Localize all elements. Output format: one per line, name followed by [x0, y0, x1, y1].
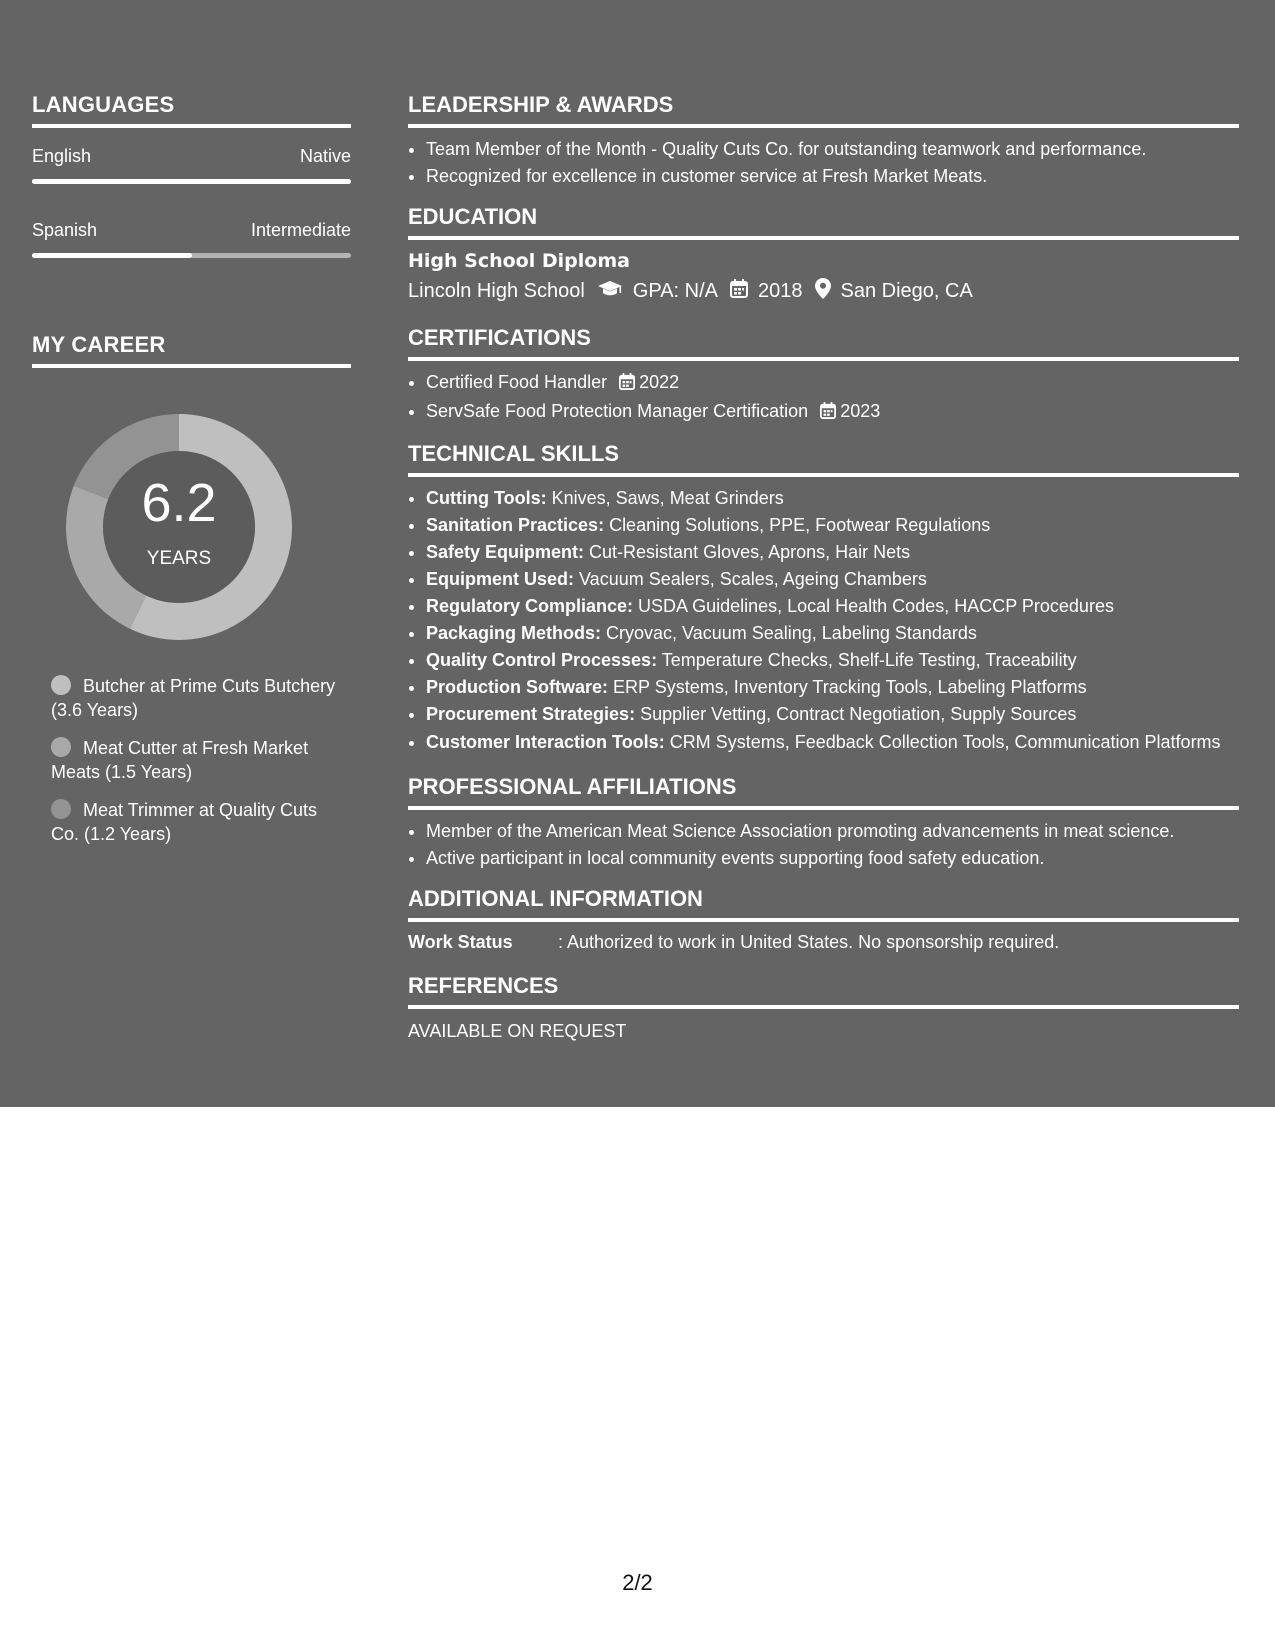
certification-name: ServSafe Food Protection Manager Certification [426, 401, 809, 421]
certification-year: 2023 [840, 401, 881, 421]
skill-item [426, 539, 1239, 566]
page-number: 2/2 [622, 1570, 653, 1595]
education-location: San Diego, CA [840, 280, 973, 302]
work-status-label: Work Status [408, 932, 513, 952]
skill-item [426, 728, 1239, 754]
skill-key: Sanitation Practices: [426, 515, 605, 535]
language-bar-fill [32, 253, 192, 258]
skill-item [426, 593, 1239, 620]
calendar-icon [820, 400, 836, 427]
skill-value: Cut-Resistant Gloves, Aprons, Hair Nets [584, 542, 911, 562]
additional-info-title: ADDITIONAL INFORMATION [408, 886, 1239, 922]
language-bar [32, 253, 351, 258]
map-pin-icon [815, 278, 831, 305]
skill-item [426, 647, 1239, 674]
technical-skills-section [408, 441, 1239, 754]
additional-info-section [408, 886, 1239, 953]
work-status-value: : Authorized to work in United States. No sponsorship required. [558, 932, 1060, 952]
skill-key: Safety Equipment: [426, 542, 585, 562]
skill-item [426, 512, 1239, 539]
list-item: • Recognized for excellence in customer service at Fresh Market Meats. [426, 163, 1239, 190]
certifications-title: CERTIFICATIONS [408, 325, 1239, 361]
career-total-unit: YEARS [146, 548, 212, 569]
education-gpa: GPA: N/A [632, 280, 718, 302]
calendar-icon [730, 279, 748, 304]
language-bar-fill [32, 179, 351, 184]
language-level: Native [299, 146, 351, 166]
career-donut-chart [66, 414, 292, 640]
graduation-cap-icon [597, 280, 623, 304]
skill-key: Quality Control Processes: [426, 650, 658, 670]
career-legend-label: Meat Cutter at Fresh Market Meats (1.5 Years) [51, 738, 309, 782]
language-bar [32, 179, 351, 184]
skill-item [426, 566, 1239, 593]
skill-value: CRM Systems, Feedback Collection Tools, Communication Platforms [664, 732, 1221, 752]
career-legend-item [51, 736, 341, 784]
leadership-title: LEADERSHIP & AWARDS [408, 92, 1239, 128]
legend-dot-icon [51, 737, 71, 757]
languages-section [32, 92, 351, 258]
skill-key: Procurement Strategies: [426, 704, 636, 724]
skill-item [426, 485, 1239, 512]
skill-value: USDA Guidelines, Local Health Codes, HACCP Procedures [633, 596, 1114, 616]
education-school: Lincoln High School [408, 280, 585, 302]
education-title: EDUCATION [408, 204, 1239, 240]
list-item [426, 369, 1239, 398]
career-legend-label: Butcher at Prime Cuts Butchery (3.6 Years) [51, 676, 336, 720]
skill-key: Regulatory Compliance: [426, 596, 634, 616]
skill-value: Knives, Saws, Meat Grinders [546, 488, 784, 508]
list-item [426, 398, 1239, 427]
references-text: AVAILABLE ON REQUEST [408, 1021, 627, 1041]
skill-value: ERP Systems, Inventory Tracking Tools, Labeling Platforms [608, 677, 1087, 697]
skill-key: Cutting Tools: [426, 488, 547, 508]
career-legend-item [51, 798, 341, 846]
skill-key: Production Software: [426, 677, 609, 697]
career-legend-label: Meat Trimmer at Quality Cuts Co. (1.2 Years) [51, 800, 318, 844]
list-item: • Team Member of the Month - Quality Cuts Co. for outstanding teamwork and performance. [426, 136, 1239, 163]
education-degree: High School Diploma [408, 250, 630, 272]
skill-value: Cryovac, Vacuum Sealing, Labeling Standards [601, 623, 977, 643]
calendar-icon [619, 371, 635, 398]
career-legend [51, 674, 341, 860]
leadership-section [408, 92, 1239, 190]
language-name: English [32, 146, 92, 166]
languages-title: LANGUAGES [32, 92, 351, 128]
career-section [32, 332, 351, 368]
skill-value: Supplier Vetting, Contract Negotiation, Supply Sources [635, 704, 1077, 724]
education-section [408, 204, 1239, 305]
legend-dot-icon [51, 675, 71, 695]
skill-item [426, 620, 1239, 647]
affiliations-section [408, 774, 1239, 872]
language-name: Spanish [32, 220, 98, 240]
certification-year: 2022 [639, 372, 680, 392]
education-year: 2018 [758, 280, 803, 302]
references-section [408, 973, 1239, 1042]
references-title: REFERENCES [408, 973, 1239, 1009]
legend-dot-icon [51, 799, 71, 819]
language-item [32, 146, 351, 184]
language-level: Intermediate [250, 220, 351, 240]
skill-item [426, 674, 1239, 701]
list-item: • Member of the American Meat Science Association promoting advancements in meat science. [426, 818, 1239, 845]
certification-name: Certified Food Handler [426, 372, 608, 392]
skill-item [426, 701, 1239, 728]
skill-key: Packaging Methods: [426, 623, 602, 643]
career-legend-item [51, 674, 341, 722]
skill-key: Equipment Used: [426, 569, 575, 589]
affiliations-title: PROFESSIONAL AFFILIATIONS [408, 774, 1239, 810]
skill-value: Cleaning Solutions, PPE, Footwear Regulations [604, 515, 991, 535]
certifications-section [408, 325, 1239, 427]
career-total-years: 6.2 [141, 473, 217, 533]
list-item: • Active participant in local community events supporting food safety education. [426, 845, 1239, 872]
skill-key: Customer Interaction Tools: [426, 732, 665, 752]
skill-value: Vacuum Sealers, Scales, Ageing Chambers [574, 569, 927, 589]
technical-skills-title: TECHNICAL SKILLS [408, 441, 1239, 477]
skill-value: Temperature Checks, Shelf-Life Testing, Traceability [657, 650, 1077, 670]
language-item [32, 220, 351, 258]
main-column [408, 92, 1239, 1056]
career-title: MY CAREER [32, 332, 351, 368]
